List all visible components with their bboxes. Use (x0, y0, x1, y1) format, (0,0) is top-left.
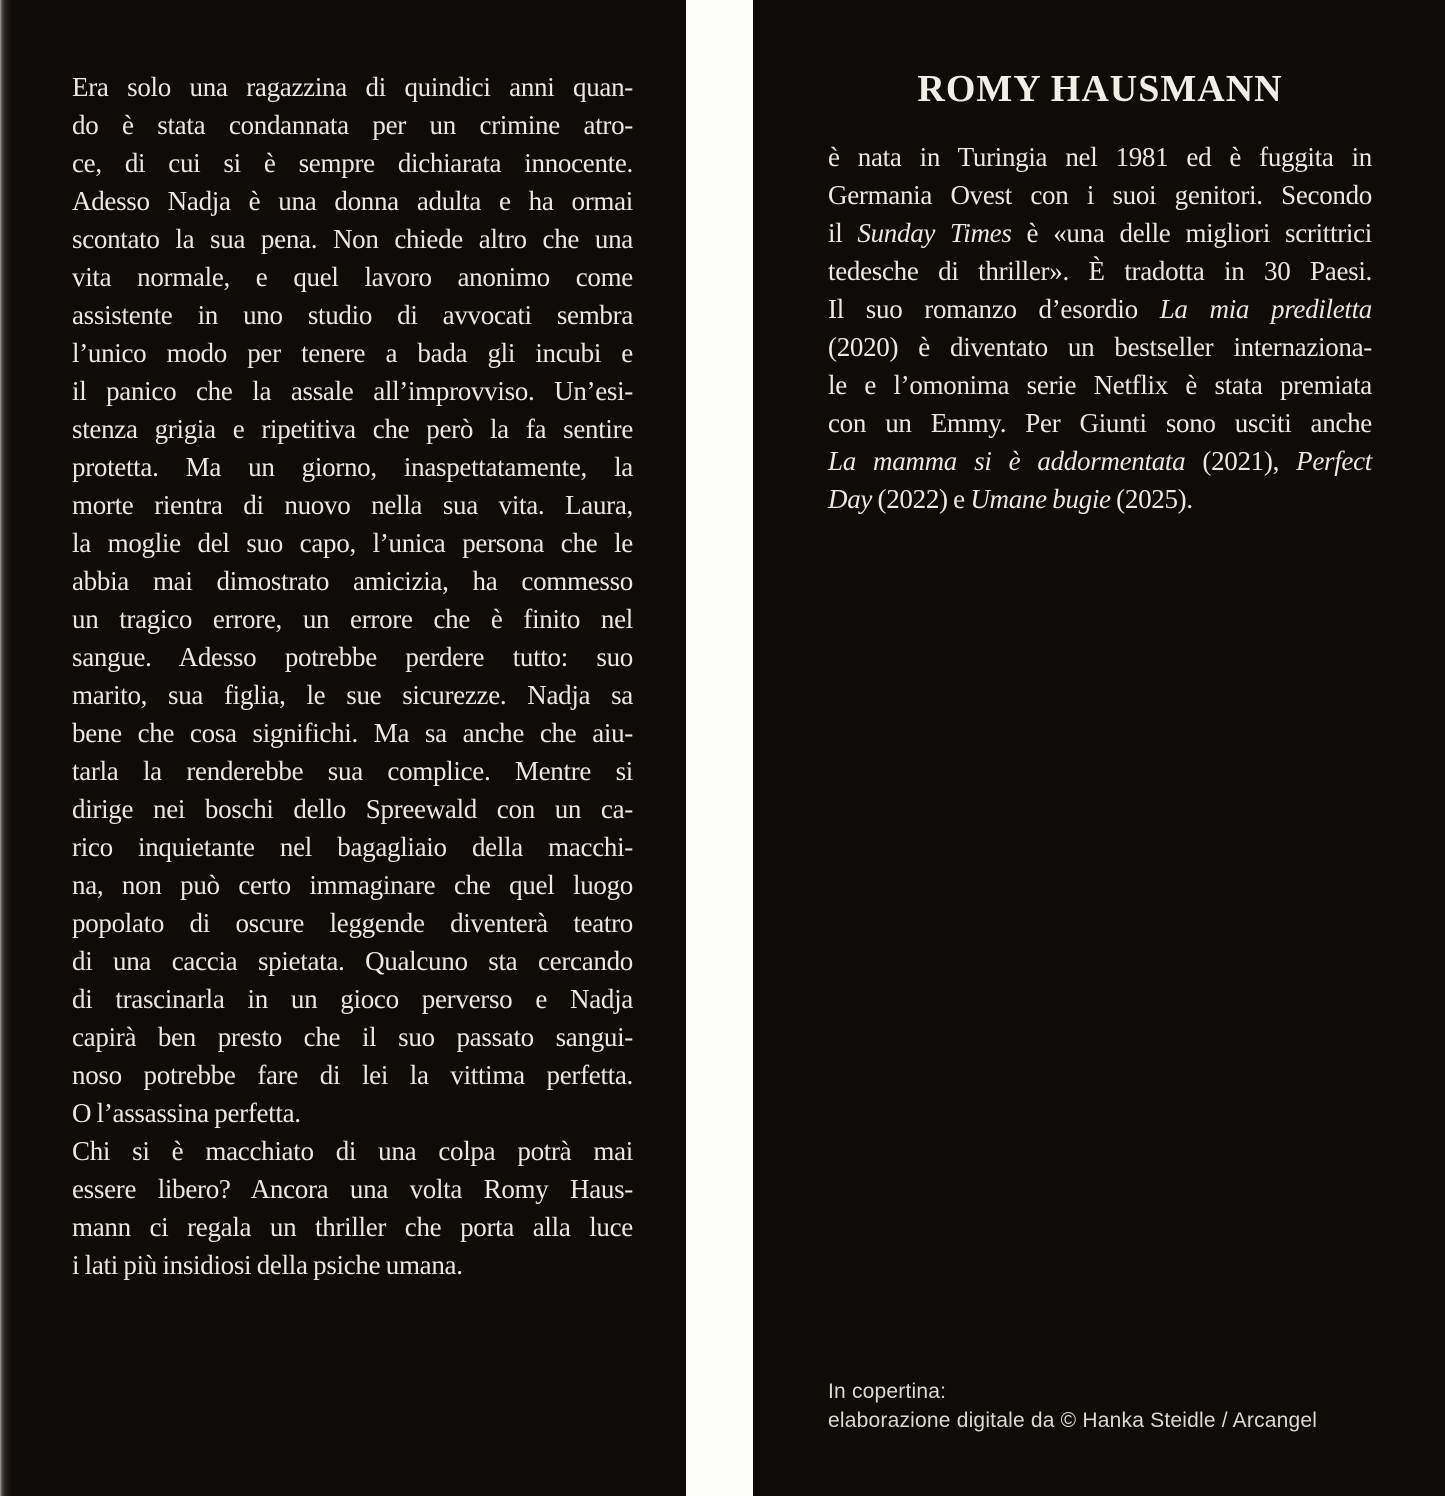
blurb-line: abbia mai dimostrato amicizia, ha commesso (72, 566, 633, 596)
front-flap-blurb (72, 68, 633, 1284)
blurb-line: sangue. Adesso potrebbe perdere tutto: suo (72, 642, 633, 672)
bio-line (828, 442, 1372, 480)
blurb-line: Adesso Nadja è una donna adulta e ha ormai (72, 186, 633, 216)
cover-credit-line: elaborazione digitale da © Hanka Steidle / Arcangel (828, 1409, 1318, 1432)
flap-gap (686, 0, 753, 1496)
bio-line (828, 328, 1372, 366)
bio-line (828, 480, 1372, 518)
blurb-line: rico inquietante nel bagagliaio della macchi- (72, 832, 633, 862)
bio-text: è «una delle migliori scrittrici (1011, 218, 1372, 248)
bio-text: Il suo romanzo d’esordio (828, 294, 1160, 324)
blurb-line: mann ci regala un thriller che porta alla luce (72, 1212, 633, 1242)
blurb-line: di trascinarla in un gioco perverso e Nadja (72, 984, 633, 1014)
blurb-line: Chi si è macchiato di una colpa potrà mai (72, 1136, 633, 1166)
cover-credit (828, 1377, 1388, 1435)
blurb-line: do è stata condannata per un crimine atro- (72, 110, 633, 140)
blurb-line: bene che cosa significhi. Ma sa anche che aiu- (72, 718, 633, 748)
bio-line (828, 176, 1372, 214)
blurb-line: marito, sua figlia, le sue sicurezze. Nadja sa (72, 680, 633, 710)
blurb-line: un tragico errore, un errore che è finito nel (72, 604, 633, 634)
bio-text: con un Emmy. Per Giunti sono usciti anche (828, 408, 1372, 438)
bio-line (828, 252, 1372, 290)
blurb-line: i lati più insidiosi della psiche umana. (72, 1250, 463, 1280)
blurb-line: noso potrebbe fare di lei la vittima perfetta. (72, 1060, 633, 1090)
bio-line (828, 366, 1372, 404)
blurb-paragraph (72, 1132, 633, 1284)
bio-text: è nata in Turingia nel 1981 ed è fuggita in (828, 142, 1372, 172)
author-name: ROMY HAUSMANN (917, 68, 1283, 110)
bio-line (828, 290, 1372, 328)
bio-text: (2025). (1110, 484, 1193, 514)
italic-title-text: La mia prediletta (1159, 294, 1372, 324)
blurb-line: scontato la sua pena. Non chiede altro che una (72, 224, 633, 254)
blurb-line: ce, di cui si è sempre dichiarata innocente. (72, 148, 633, 178)
bio-line (828, 214, 1372, 252)
blurb-line: vita normale, e quel lavoro anonimo come (72, 262, 633, 292)
bio-text: tedesche di thriller». È tradotta in 30 Paesi. (828, 256, 1372, 286)
bio-text: le e l’omonima serie Netflix è stata premiata (828, 370, 1372, 400)
bio-text: (2021), (1185, 446, 1297, 476)
front-flap (0, 0, 686, 1496)
blurb-line: tarla la renderebbe sua complice. Mentre si (72, 756, 633, 786)
blurb-line: il panico che la assale all’improvviso. Un’esi- (72, 376, 633, 406)
blurb-line: Era solo una ragazzina di quindici anni quan- (72, 72, 633, 102)
italic-title-text: Sunday Times (857, 218, 1012, 248)
blurb-line: morte rientra di nuovo nella sua vita. Laura, (72, 490, 633, 520)
blurb-line: na, non può certo immaginare che quel luogo (72, 870, 633, 900)
blurb-paragraph (72, 68, 633, 1132)
blurb-line: protetta. Ma un giorno, inaspettatamente, la (72, 452, 633, 482)
italic-title-text: Umane bugie (970, 484, 1111, 514)
blurb-line: capirà ben presto che il suo passato sangui- (72, 1022, 633, 1052)
blurb-line: O l’assassina perfetta. (72, 1098, 301, 1128)
cover-credit-line: In copertina: (828, 1380, 947, 1403)
bio-text: il (828, 218, 858, 248)
blurb-line: assistente in uno studio di avvocati sembra (72, 300, 633, 330)
bio-line (828, 138, 1372, 176)
italic-title-text: Day (828, 484, 873, 514)
blurb-line: popolato di oscure leggende diventerà teatro (72, 908, 633, 938)
bio-line (828, 404, 1372, 442)
blurb-line: la moglie del suo capo, l’unica persona che le (72, 528, 633, 558)
blurb-line: essere libero? Ancora una volta Romy Haus- (72, 1174, 633, 1204)
blurb-line: l’unico modo per tenere a bada gli incubi e (72, 338, 633, 368)
blurb-line: dirige nei boschi dello Spreewald con un ca- (72, 794, 633, 824)
italic-title-text: Perfect (1296, 446, 1372, 476)
blurb-line: di una caccia spietata. Qualcuno sta cercando (72, 946, 633, 976)
bio-text: (2022) e (872, 484, 971, 514)
author-bio (828, 138, 1372, 518)
bio-text: (2020) è diventato un bestseller internaziona- (828, 332, 1372, 362)
bio-text: Germania Ovest con i suoi genitori. Secondo (828, 180, 1372, 210)
blurb-line: stenza grigia e ripetitiva che però la fa sentire (72, 414, 633, 444)
spine-fold-shadow (0, 0, 12, 1496)
italic-title-text: La mamma si è addormentata (828, 446, 1186, 476)
back-flap (753, 0, 1445, 1496)
